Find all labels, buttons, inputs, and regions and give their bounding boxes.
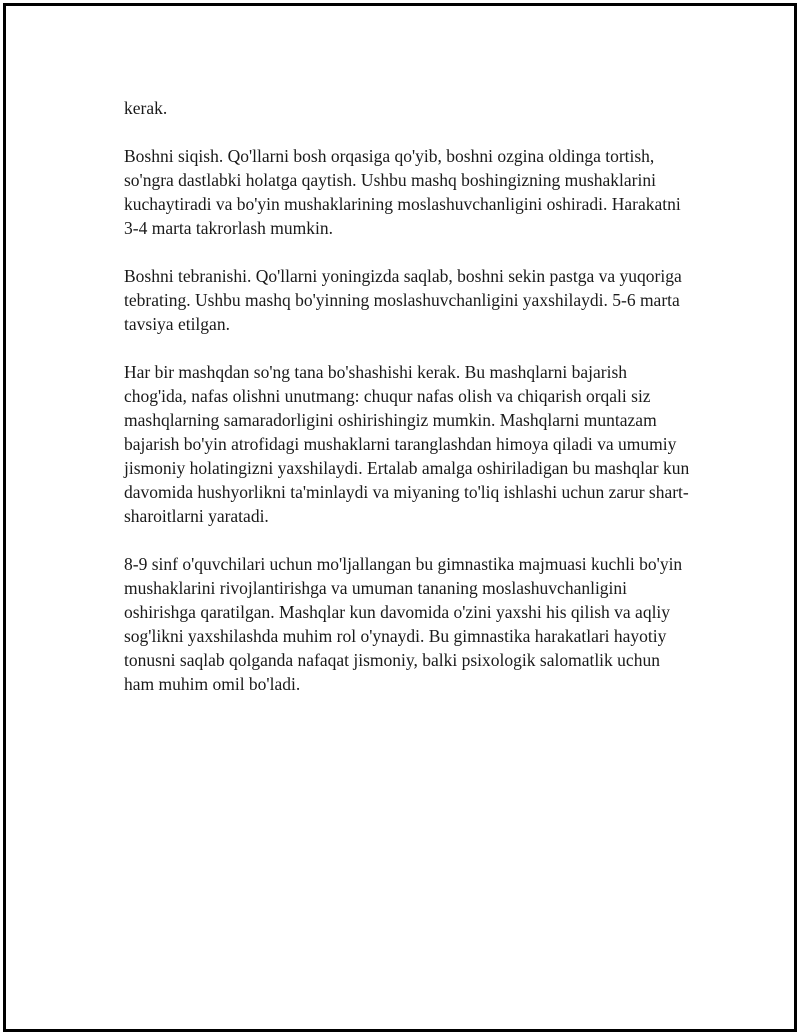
page-frame — [3, 3, 797, 1032]
paragraph-head-squeeze: Boshni siqish. Qo'llarni bosh orqasiga qo'yib, boshni ozgina oldinga tortish, so'ngra dastlabki holatga qaytish. Ushbu mashq boshingizning mushaklarini kuchaytiradi va bo'yin mushaklarining moslashuvchanligini oshiradi. Harakatni 3-4 marta takrorlash mumkin. — [124, 146, 681, 238]
paragraph-relaxation: Har bir mashqdan so'ng tana bo'shashishi kerak. Bu mashqlarni bajarish chog'ida, nafas olishni unutmang: chuqur nafas olish va chiqarish orqali siz mashqlarning samaradorligini oshirishingiz mumkin. Mashqlarni muntazam bajarish bo'yin atrofidagi mushaklarni taranglashdan himoya qiladi va umumiy jismoniy holatingizni yaxshilaydi. Ertalab amalga oshiriladigan bu mashqlar kun davomida hushyorlikni ta'minlaydi va miyaning to'liq ishlashi uchun zarur shart-sharoitlarni yaratadi. — [124, 362, 690, 526]
page-content — [124, 96, 694, 720]
paragraph-conclusion: 8-9 sinf o'quvchilari uchun mo'ljallangan bu gimnastika majmuasi kuchli bo'yin mushaklarini rivojlantirishga va umuman tananing moslashuvchanligini oshirishga qaratilgan. Mashqlar kun davomida o'zini yaxshi his qilish va aqliy sog'likni yaxshilashda muhim rol o'ynaydi. Bu gimnastika harakatlari hayotiy tonusni saqlab qolganda nafaqat jismoniy, balki psixologik salomatlik uchun ham muhim omil bo'ladi. — [124, 554, 683, 694]
paragraph-continuation: kerak. — [124, 98, 168, 118]
paragraph-head-swing: Boshni tebranishi. Qo'llarni yoningizda saqlab, boshni sekin pastga va yuqoriga tebrating. Ushbu mashq bo'yinning moslashuvchanligini yaxshilaydi. 5-6 marta tavsiya etilgan. — [124, 266, 682, 334]
